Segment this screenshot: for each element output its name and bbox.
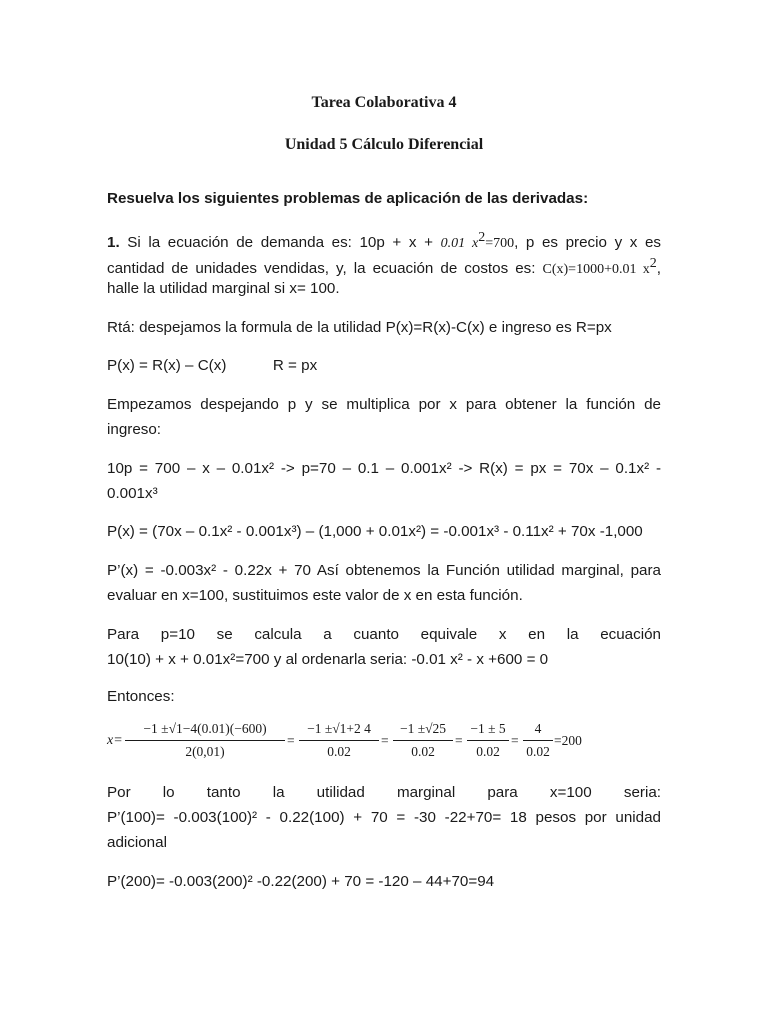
explanation-line1: Empezamos despejando p y se multiplica por x para obtener la función de (107, 396, 661, 413)
fraction-5 (523, 718, 553, 763)
exponent: 2 (649, 256, 657, 271)
fraction-2-numerator: −1 ±√1+2 4 (299, 718, 379, 741)
equals-sign: = (455, 733, 463, 748)
document-subtitle: Unidad 5 Cálculo Diferencial (284, 136, 484, 153)
fraction-4-denominator: 0.02 (476, 744, 500, 759)
profit-function: P(x) = (70x – 0.1x² - 0.001x³) – (1,000 + 0.01x²) = -0.001x³ - 0.11x² + 70x -1,000 (107, 523, 643, 540)
equation-lhs: x= (107, 733, 123, 748)
fraction-4 (467, 718, 509, 763)
problem1-text-b: , p es precio y x es (514, 234, 661, 251)
problem1-line1 (107, 228, 661, 254)
fraction-3-denominator: 0.02 (411, 744, 435, 759)
fraction-5-denominator: 0.02 (526, 744, 550, 759)
demand-term: 0.01 x (440, 236, 479, 251)
exponent: 2 (478, 230, 486, 245)
revenue-derivation-line2: 0.001x³ (107, 485, 158, 502)
cost-function: C(x)=1000+0.01 x (542, 262, 650, 277)
explanation-line2: ingreso: (107, 421, 162, 438)
conclusion-line1: Por lo tanto la utilidad marginal para x=100 seria: (107, 784, 661, 801)
answer-line: Rtá: despejamos la formula de la utilidad P(x)=R(x)-C(x) e ingreso es R=px (107, 319, 612, 336)
conclusion-line2: P’(100)= -0.003(100)² - 0.22(100) + 70 = -30 -22+70= 18 pesos por unidad (107, 809, 661, 826)
fraction-2-denominator: 0.02 (327, 744, 351, 759)
fraction-5-numerator: 4 (523, 718, 553, 741)
conclusion-line3: adicional (107, 834, 167, 851)
evaluation-200: P’(200)= -0.003(200)² -0.22(200) + 70 = -120 – 44+70=94 (107, 873, 495, 890)
substitution-line1: Para p=10 se calcula a cuanto equivale x en la ecuación (107, 626, 661, 643)
problem-number: 1. (107, 234, 120, 251)
problem1-text-d: , (656, 260, 661, 277)
fraction-3-numerator: −1 ±√25 (393, 718, 453, 741)
substitution-line2: 10(10) + x + 0.01x²=700 y al ordenarla seria: -0.01 x² - x +600 = 0 (107, 651, 549, 668)
fraction-4-numerator: −1 ± 5 (467, 718, 509, 741)
equals-sign: = (511, 733, 519, 748)
problem1-text-a: Si la ecuación de demanda es: 10p + x + (127, 234, 433, 251)
revenue-derivation-line1: 10p = 700 – x – 0.01x² -> p=70 – 0.1 – 0.001x² -> R(x) = px = 70x – 0.1x² - (107, 460, 661, 477)
revenue-formula: R = px (272, 357, 318, 374)
fraction-1-numerator: −1 ±√1−4(0.01)(−600) (125, 718, 285, 741)
demand-eq-value: =700 (485, 236, 515, 251)
profit-definition (107, 356, 661, 376)
then-label: Entonces: (107, 688, 175, 705)
profit-formula: P(x) = R(x) – C(x) (107, 357, 227, 374)
equals-sign: = (287, 733, 295, 748)
problem1-line3: halle la utilidad marginal si x= 100. (107, 280, 340, 297)
fraction-2 (299, 718, 379, 763)
document-title: Tarea Colaborativa 4 (311, 94, 457, 111)
fraction-1-denominator: 2(0,01) (185, 744, 225, 759)
problem1-text-c: cantidad de unidades vendidas, y, la ecuación de costos es: (107, 260, 536, 277)
problem1-line2 (107, 254, 661, 280)
fraction-3 (393, 718, 453, 763)
quadratic-equation (107, 718, 667, 768)
fraction-1 (125, 718, 285, 763)
equals-sign: = (381, 733, 389, 748)
marginal-profit-line2: evaluar en x=100, sustituimos este valor de x en esta función. (107, 587, 523, 604)
intro-heading: Resuelva los siguientes problemas de aplicación de las derivadas: (107, 190, 589, 207)
marginal-profit-line1: P’(x) = -0.003x² - 0.22x + 70 Así obtenemos la Función utilidad marginal, para (107, 562, 661, 579)
equation-result: =200 (554, 733, 582, 748)
